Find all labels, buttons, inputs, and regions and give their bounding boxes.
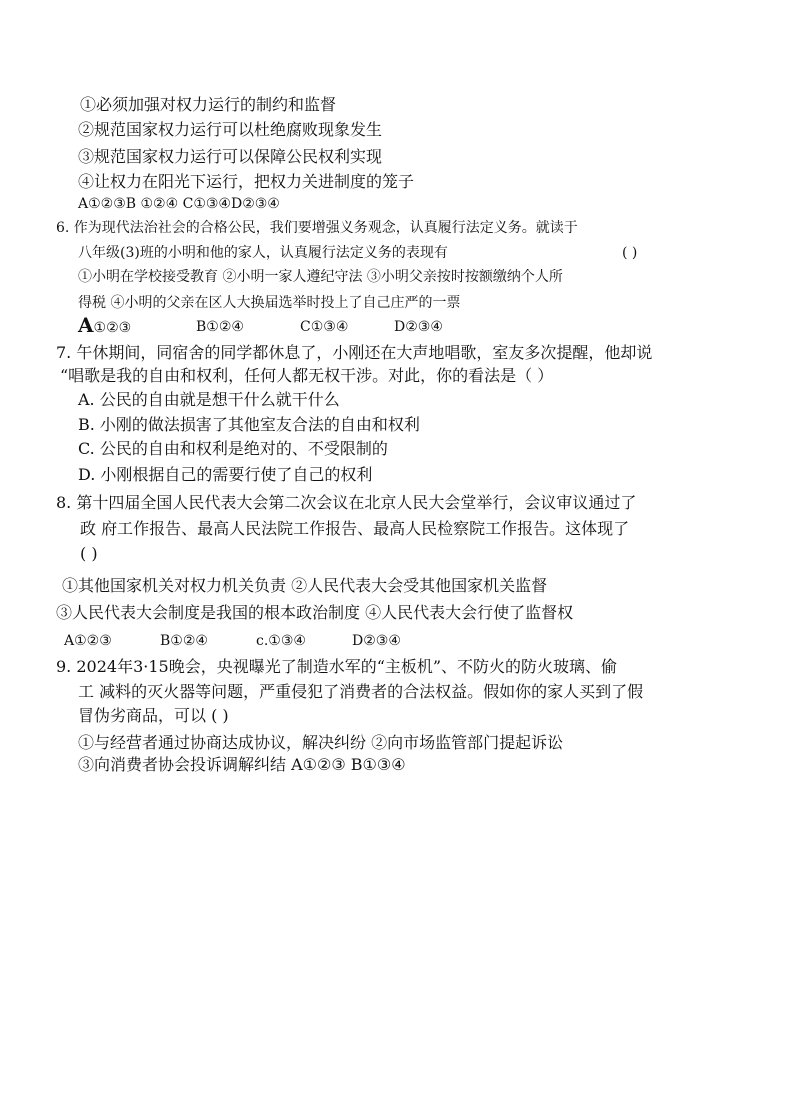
q8-stem-line-3: ( ) bbox=[80, 544, 98, 563]
q6-option-a-items: ①②③ bbox=[93, 320, 132, 336]
q6-stem-line-2: 八年级(3)班的小明和他的家人，认真履行法定义务的表现有 bbox=[78, 245, 448, 261]
q7-stem-line-2: “唱歌是我的自由和权利，任何人都无权干涉。对此，你的看法是（ ） bbox=[60, 366, 554, 385]
q5-item-3: ③规范国家权力运行可以保障公民权利实现 bbox=[78, 147, 383, 166]
q6-answer-blank: ( ) bbox=[622, 245, 638, 261]
q9-stem-line-2: 工 减料的灭火器等问题，严重侵犯了消费者的合法权益。假如你的家人买到了假 bbox=[78, 682, 644, 701]
q8-option-c: c.①③④ bbox=[256, 633, 306, 649]
q5-item-4: ④让权力在阳光下运行，把权力关进制度的笼子 bbox=[78, 172, 415, 191]
q9-stem-line-3: 冒伪劣商品，可以 ( ) bbox=[78, 706, 229, 725]
q7-option-b: B. 小刚的做法损害了其他室友合法的自由和权利 bbox=[78, 415, 420, 434]
q6-item-line-1: ①小明在学校接受教育 ②小明一家人遵纪守法 ③小明父亲按时按额缴纳个人所 bbox=[78, 269, 563, 285]
q6-option-b: B①②④ bbox=[196, 319, 244, 335]
q6-option-d: D②③④ bbox=[394, 319, 443, 335]
q6-stem-line-1: 6. 作为现代法治社会的合格公民，我们要增强义务观念，认真履行法定义务。就读于 bbox=[56, 220, 578, 236]
q6-option-a bbox=[78, 314, 131, 339]
q6-option-a-letter: A bbox=[78, 313, 94, 337]
q7-option-c: C. 公民的自由和权利是绝对的、不受限制的 bbox=[78, 439, 388, 458]
q9-item-line-2: ③向消费者协会投诉调解纠结 A①②③ B①③④ bbox=[78, 755, 406, 774]
q8-stem-line-2: 政 府工作报告、最高人民法院工作报告、最高人民检察院工作报告。这体现了 bbox=[80, 519, 630, 538]
q8-item-line-1: ①其他国家机关对权力机关负责 ②人民代表大会受其他国家机关监督 bbox=[62, 576, 548, 595]
q8-item-line-2: ③人民代表大会制度是我国的根本政治制度 ④人民代表大会行使了监督权 bbox=[56, 603, 574, 622]
q7-option-a: A. 公民的自由就是想干什么就干什么 bbox=[78, 390, 340, 409]
q5-item-2: ②规范国家权力运行可以杜绝腐败现象发生 bbox=[78, 120, 383, 139]
q5-options: A①②③B ①②④ C①③④D②③④ bbox=[78, 196, 280, 212]
q5-item-1: ①必须加强对权力运行的制约和监督 bbox=[80, 95, 337, 114]
q9-item-line-1: ①与经营者通过协商达成协议，解决纠纷 ②向市场监管部门提起诉讼 bbox=[78, 733, 564, 752]
q8-option-a: A①②③ bbox=[64, 633, 112, 649]
q6-option-c: C①③④ bbox=[300, 319, 349, 335]
q9-stem-line-1: 9. 2024年3·15晚会，央视曝光了制造水军的“主板机”、不防火的防火玻璃、偷 bbox=[56, 657, 618, 676]
q6-item-line-2: 得税 ④小明的父亲在区人大换届选举时投上了自己庄严的一票 bbox=[78, 295, 461, 311]
q8-stem-line-1: 8. 第十四届全国人民代表大会第二次会议在北京人民大会堂举行，会议审议通过了 bbox=[56, 493, 637, 512]
q7-stem-line-1: 7. 午休期间，同宿舍的同学都休息了，小刚还在大声地唱歌，室友多次提醒，他却说 bbox=[56, 343, 653, 362]
q8-option-d: D②③④ bbox=[352, 633, 401, 649]
q8-option-b: B①②④ bbox=[160, 633, 208, 649]
q7-option-d: D. 小刚根据自己的需要行使了自己的权利 bbox=[78, 465, 373, 484]
